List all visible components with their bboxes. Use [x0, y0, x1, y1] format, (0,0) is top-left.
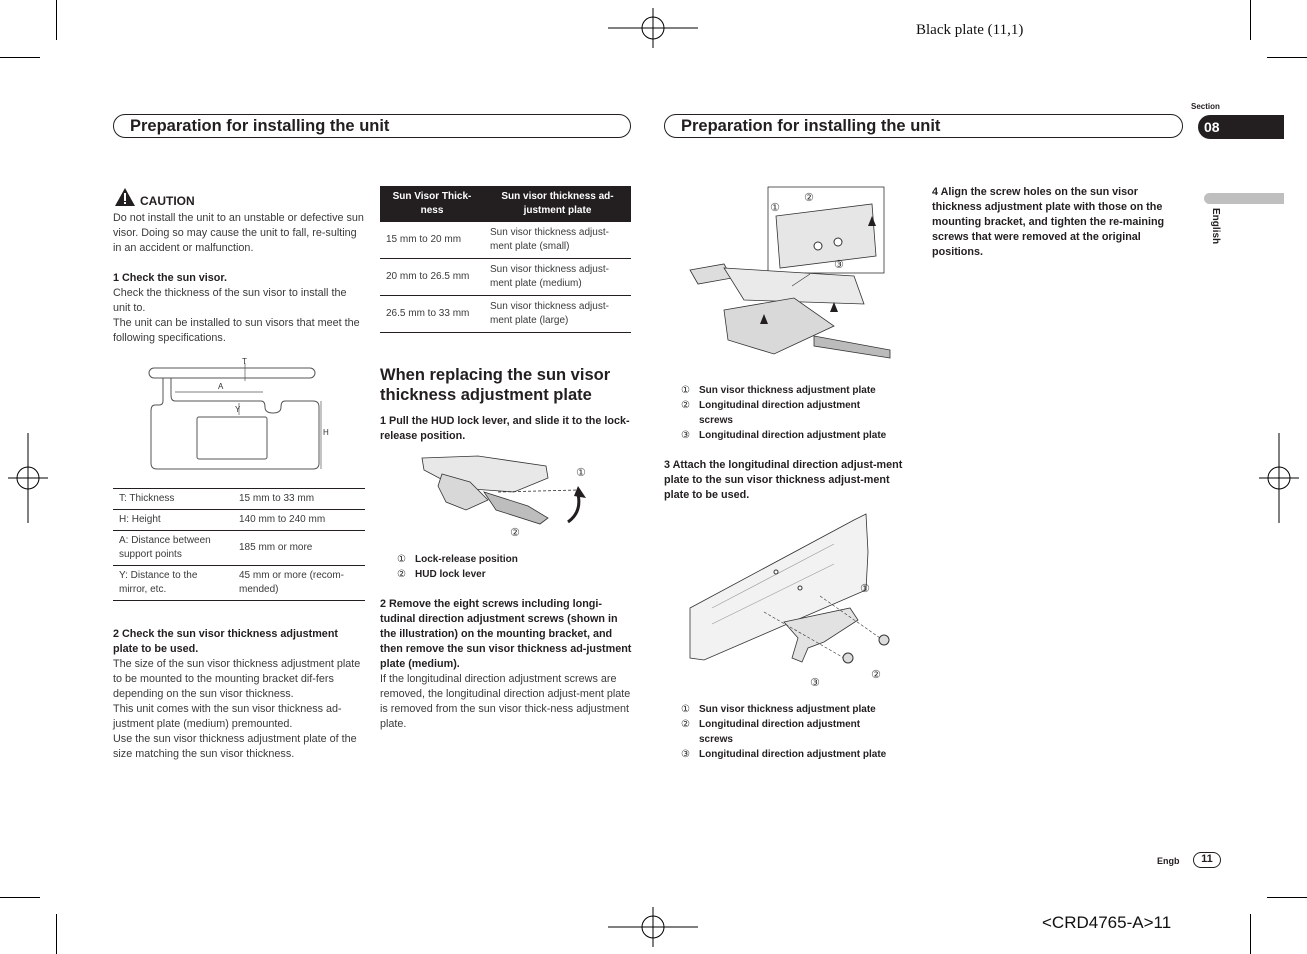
fig1-callout: ①	[576, 466, 586, 479]
section-label: Section	[1191, 102, 1220, 111]
replace-step1: 1 Pull the HUD lock lever, and slide it to the lock-release position.	[380, 415, 630, 442]
fig2-callout: ②	[804, 191, 814, 204]
hud-lock-lever-diagram	[418, 452, 598, 542]
spec-label: Y: Distance to the mirror, etc.	[113, 566, 233, 601]
caption-number: ①	[681, 704, 690, 715]
step2-body1: The size of the sun visor thickness adjustment plate to be mounted to the mounting bracket dif-fers depending on the sun visor thickness.	[113, 658, 361, 700]
registration-mark	[603, 8, 703, 48]
left-page-header	[113, 114, 631, 138]
crop-mark	[1250, 914, 1251, 954]
caption-text: Sun visor thickness adjustment plate	[699, 385, 876, 396]
right-page-header	[664, 114, 1183, 138]
spec-value: 45 mm or more (recom-mended)	[233, 566, 365, 601]
table-cell: Sun visor thickness adjust-ment plate (small)	[484, 222, 631, 259]
fig3-callout: ①	[860, 582, 870, 595]
spec-value: 15 mm to 33 mm	[233, 489, 365, 510]
caption-number: ①	[681, 385, 690, 396]
spec-table	[113, 488, 365, 601]
caption-text: HUD lock lever	[415, 569, 486, 580]
step2-body3: Use the sun visor thickness adjustment plate of the size matching the sun visor thickness.	[113, 733, 357, 760]
page-number: 11	[1193, 852, 1221, 868]
visor-label-y: Y	[235, 405, 241, 414]
spec-label: H: Height	[113, 510, 233, 531]
step4-heading: 4 Align the screw holes on the sun visor thickness adjustment plate with those on the mounting bracket, and tighten the re-maining screws that were removed at the original positions.	[932, 186, 1165, 258]
caption-item	[681, 702, 921, 717]
registration-mark	[8, 433, 48, 523]
crop-mark	[0, 57, 40, 58]
replace-step2-body: If the longitudinal direction adjustment screws are removed, the longitudinal direction adjust-ment plate is removed from the sun visor thick-ness adjustment plate.	[380, 673, 631, 730]
right-header-title: Preparation for installing the unit	[681, 117, 941, 135]
crop-mark	[1267, 897, 1307, 898]
plate-size-table	[380, 186, 631, 333]
caption-item	[681, 747, 921, 762]
spec-value: 140 mm to 240 mm	[233, 510, 365, 531]
fig3-callout: ③	[810, 676, 820, 689]
fig3-caption	[681, 702, 921, 762]
fig3-callout: ②	[871, 668, 881, 681]
table-cell: 15 mm to 20 mm	[380, 222, 484, 259]
caption-item	[397, 567, 627, 582]
plate-attach-diagram	[684, 512, 894, 692]
caption-number: ②	[397, 569, 406, 580]
step1-body1: Check the thickness of the sun visor to install the unit to.	[113, 287, 347, 314]
caption-text: Sun visor thickness adjustment plate	[699, 704, 876, 715]
fig2-callout: ①	[770, 201, 780, 214]
caption-number: ③	[681, 430, 690, 441]
step2-heading: 2 Check the sun visor thickness adjustment plate to be used.	[113, 628, 339, 655]
table-row	[113, 566, 365, 601]
table-row	[380, 222, 631, 259]
table-row	[113, 510, 365, 531]
plate-label: Black plate (11,1)	[916, 22, 1024, 38]
caption-text: Longitudinal direction adjustment screws	[699, 400, 861, 426]
table-cell: Sun visor thickness adjust-ment plate (large)	[484, 296, 631, 333]
left-header-title: Preparation for installing the unit	[130, 117, 390, 135]
table-cell: 20 mm to 26.5 mm	[380, 259, 484, 296]
replace-step2-heading: 2 Remove the eight screws including longi-tudinal direction adjustment screws (shown in the illustration) on the mounting bracket, and then remove the sun visor thickness ad-justment plate (medium).	[380, 598, 632, 670]
table-row	[380, 296, 631, 333]
table-row	[113, 489, 365, 510]
step3-heading: 3 Attach the longitudinal direction adjust-ment plate to the sun visor thickness adjust-ment plate to be used.	[664, 459, 903, 501]
table-header: Sun Visor Thick-ness	[380, 186, 484, 222]
spec-value: 185 mm or more	[233, 531, 365, 566]
registration-mark	[603, 907, 703, 947]
table-row	[380, 259, 631, 296]
caption-number: ③	[681, 749, 690, 760]
caption-item	[681, 717, 921, 747]
caption-item	[681, 428, 921, 443]
footer-language: Engb	[1157, 856, 1180, 866]
step1-body2: The unit can be installed to sun visors that meet the following specifications.	[113, 317, 360, 344]
crop-mark	[0, 897, 40, 898]
table-row	[113, 531, 365, 566]
caption-item	[397, 552, 627, 567]
visor-label-a: A	[218, 382, 224, 391]
caution-body: Do not install the unit to an unstable or defective sun visor. Doing so may cause the unit to fall, re-sulting in an accident or malfunction.	[113, 212, 364, 254]
document-code: <CRD4765-A>11	[1042, 913, 1172, 932]
table-header: Sun visor thickness ad-justment plate	[484, 186, 631, 222]
fig1-caption	[397, 552, 627, 582]
crop-mark	[1267, 57, 1307, 58]
crop-mark	[56, 0, 57, 40]
language-tab-bar	[1204, 193, 1284, 204]
caption-item	[681, 383, 921, 398]
table-cell: 26.5 mm to 33 mm	[380, 296, 484, 333]
caption-text: Longitudinal direction adjustment plate	[699, 749, 887, 760]
caption-text: Longitudinal direction adjustment screws	[699, 719, 861, 745]
fig2-caption	[681, 383, 921, 443]
language-tab: English	[1210, 208, 1221, 245]
step1-heading: 1 Check the sun visor.	[113, 272, 228, 284]
replace-section-title: When replacing the sun visor thickness adjustment plate	[380, 366, 611, 404]
fig2-callout: ③	[834, 258, 844, 271]
caption-item	[681, 398, 921, 428]
table-header-row	[380, 186, 631, 222]
screws-removal-diagram	[684, 186, 894, 366]
sun-visor-diagram	[145, 355, 345, 475]
caption-text: Longitudinal direction adjustment plate	[699, 430, 887, 441]
step2-body2: This unit comes with the sun visor thickness ad-justment plate (medium) premounted.	[113, 703, 342, 730]
caution-title: CAUTION	[140, 194, 195, 208]
visor-label-h: H	[323, 428, 329, 437]
caption-number: ②	[681, 400, 690, 411]
caption-text: Lock-release position	[415, 554, 518, 565]
spec-label: A: Distance between support points	[113, 531, 233, 566]
section-number: 08	[1204, 119, 1220, 135]
crop-mark	[1250, 0, 1251, 40]
visor-label-t: T	[242, 357, 247, 366]
caption-number: ②	[681, 719, 690, 730]
warning-icon	[114, 187, 136, 207]
registration-mark	[1259, 433, 1299, 523]
spec-label: T: Thickness	[113, 489, 233, 510]
table-cell: Sun visor thickness adjust-ment plate (medium)	[484, 259, 631, 296]
caption-number: ①	[397, 554, 406, 565]
crop-mark	[56, 914, 57, 954]
fig1-callout: ②	[510, 526, 520, 539]
